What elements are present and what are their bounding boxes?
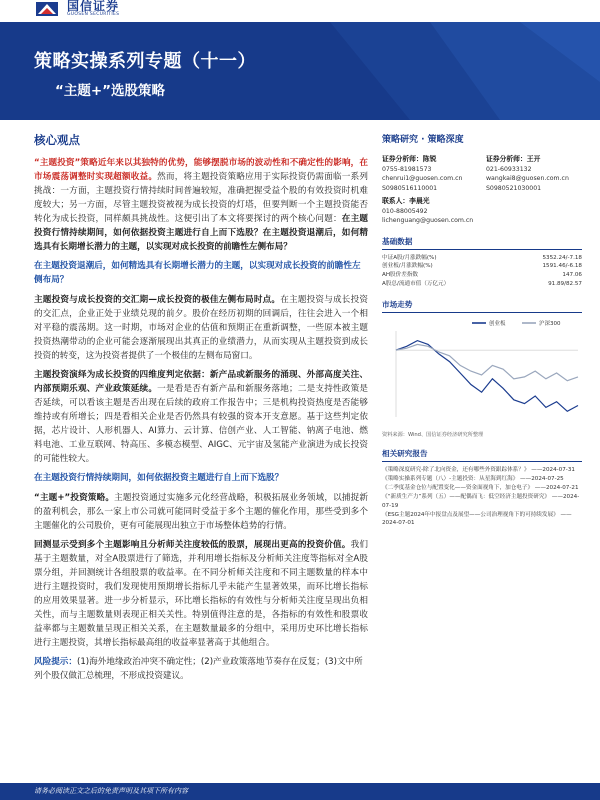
trend-chart-svg [382,317,582,429]
contact-phone: 010-88005492 [382,207,428,215]
related-title: 相关研究报告 [382,448,582,462]
contact-name: 联系人：李晨光 [382,197,430,205]
report-type: 策略研究 · 策略深度 [382,135,464,145]
crosspoint-bold: 主题投资与成长投资的交汇期—成长投资的极佳左侧布局时点。 [34,295,281,305]
main-content [34,132,368,683]
contact-person [382,197,582,226]
criteria-bold: 主题投资演绎为成长投资的四维度判定依据：新产品或新服务的涌现、外部高度关注、内部预期乐观、产业政策延续。 [34,370,368,394]
question-2: 在主题投资行情持续期间，如何依据投资主题进行自上而下选股？ [34,473,284,483]
backtest-bold: 回测显示受到多个主题影响且分析师关注度较低的股票，展现出更高的投资价值。 [34,540,351,550]
intro-text: 然而，将主题投资策略应用于实际投资仍需面临一系列挑战：一方面，主题投资行情持续时间普遍较短，准确把握受益个股的有效投资时机难度较大；另一方面，尽管主题投资被视为成长投资的灯塔，但要判断一个主题投资能否转化为成长投资，同样颇具挑战性。这便引出了本文将要探讨的两个核心问题： [34,172,368,224]
logo-cn: 国信证券 [67,0,120,14]
analyst-1-phone: 0755-81981573 [382,165,432,173]
market-data-list [382,254,582,289]
related-report-item[interactable]: 《“新质生产力”系列（五）——配偶而飞：低空经济主题投资研究》 ——2024-07-19 [382,494,580,509]
top-bar [0,0,600,22]
legend-label: 沪深300 [539,320,561,327]
analyst-2-cert: S0980521030001 [486,184,542,192]
strategy-bold: “主题+”投资策略。 [34,493,115,503]
related-report-item[interactable]: 《ESG主题2024年中报盘点及展望——公司治理视角下的可持续发展》 ——2024-07-01 [382,511,572,526]
related-report-item[interactable]: 《策略实操系列专题（八）-主题投资：从星海到红海》 ——2024-07-25 [382,475,564,482]
legend-label: 创业板 [489,320,506,327]
analyst-1-name: 证券分析师：陈锐 [382,155,437,163]
market-key: 创业板/月涨跌幅(%) [382,263,433,270]
logo-en: GUOSEN SECURITIES [67,12,120,18]
market-row [382,271,582,280]
market-data-title: 基础数据 [382,236,582,250]
market-key: A股总/流通市值（万亿元） [382,280,450,287]
company-logo [35,0,119,18]
risk-text: (1)海外地缘政治冲突不确定性；(2)产业政策落地节奏存在反复；(3)文中所列个股仅做汇总梳理，不形成投资建议。 [34,657,363,681]
analyst-1-email[interactable]: chenrui1@guosen.com.cn [382,175,463,182]
paragraph-crosspoint [34,293,368,363]
market-key: AH股价差指数 [382,272,419,279]
chart-source-note: 资料来源：Wind、国信证券经济研究所整理 [382,431,484,438]
paragraph-backtest [34,538,368,650]
market-trend-chart [382,317,582,429]
chart-title: 市场走势 [382,299,582,313]
risk-label: 风险提示： [34,657,77,667]
logo-icon [35,0,61,18]
analyst-1 [382,155,478,193]
market-row [382,280,582,289]
title-banner [0,22,600,120]
question-1: 在主题投资退潮后，如何精选具有长期增长潜力的主题，以实现对成长投资的前瞻性左侧布局？ [34,261,361,285]
paragraph-criteria [34,368,368,466]
market-row [382,262,582,271]
section-title: 核心观点 [34,133,80,147]
disclaimer-text: 请务必阅读正文之后的免责声明及其项下所有内容 [34,787,188,795]
report-subtitle: “主题+”选股策略 [55,83,166,99]
risk-warning [34,655,368,683]
related-reports-list [382,466,582,527]
analyst-2-email[interactable]: wangkai8@guosen.com.cn [486,175,569,182]
market-row [382,254,582,263]
analyst-2 [486,155,582,193]
crosspoint-text: 在主题投资与成长投资的交汇点，企业正处于业绩兑现的前夕。股价在经历初期的回调后，往往会进入一个相对平稳的震荡期。这一时期，市场对企业的估值和预期正在重新调整，一些原本被主题投资热潮带动的企业可能会逐渐展现出其真正的业绩潜力，从而实现从主题投资到成长投资的转变，这为投资者提供了一个极佳的左侧布局窗口。 [34,295,368,361]
report-title: 策略实操系列专题（十一） [34,51,256,72]
analyst-1-cert: S0980516110001 [382,184,438,192]
intro-questions: 在主题投资行情持续期间，如何依据投资主题进行自上而下选股？在主题投资退潮后，如何精选具有长期增长潜力的主题，以实现对成长投资的前瞻性左侧布局？ [34,214,368,252]
intro-highlight: “主题投资”策略近年来以其独特的优势，能够摆脱市场的波动性和不确定性的影响，在市场震荡调整时实现超额收益。 [34,158,368,182]
market-value: 91.89/82.57 [548,280,582,287]
analyst-2-name: 证券分析师：王开 [486,155,541,163]
market-value: 1591.46/-6.18 [542,263,582,270]
paragraph-intro [34,156,368,254]
strategy-text: 主题投资通过实施多元化经营战略，积极拓展业务领域，以捕捉新的盈利机会，那么一家上市公司就可能同时受益于多个主题的催化作用，那些受到多个主题催化的公司股价，更有可能展现出独立于市场整体趋势的行情。 [34,493,368,531]
analyst-2-phone: 021-60933132 [486,165,532,173]
series-line-沪深300 [396,344,578,380]
market-key: 中证A股/月涨跌幅(%) [382,254,437,261]
analyst-block [382,155,582,193]
footer-bar [0,783,600,800]
criteria-text: 一是看是否有新产品和新服务落地；二是支持性政策是否延续，可以看该主题是否出现在后续的政府工作报告中；三是机构投资热度是否能够维持或有所增长；四是看相关企业是否仍然具有较强的资本开支意愿。基于这些判定依据，芯片设计、人形机器人、AI算力、云计算、信创产业、人工智能、钠离子电池、燃料电池、工业互联网、特高压、多模态模型、AIGC、元宇宙及氢能产业演进为成长投资的可能性较大。 [34,384,368,464]
market-value: 147.06 [562,272,582,279]
backtest-text: 我们基于主题数量，对全A股票进行了筛选，并利用增长指标及分析师关注度等指标对全A股票分组，并回测统计各组股票的收益率。在不同分析师关注度和不同主题数量的样本中进行主题投资时，我们发现使用预期增长指标几乎未能产生显著效果，而环比增长指标的应用效果显著。进一步分析显示，环比增长指标的有效性与分析师关注度呈现出负相关性，而与主题数量则表现正相关关性。特别值得注意的是，各指标的有效性和股票收益率都与主题数量呈现正相关关系，在主题数量最多的分组中，采用历史环比增长指标进行主题投资，其增长指标最高组的收益率显著高于其他组合。 [34,540,368,648]
contact-email[interactable]: lichenguang@guosen.com.cn [382,217,474,224]
sidebar [382,132,582,528]
related-report-item[interactable]: 《二季度基金仓位与配置变化——资金面视角下，加仓电子》 ——2024-07-21 [382,485,579,492]
paragraph-strategy [34,491,368,533]
related-report-item[interactable]: 《策略深度研究-除了北向资金，还有哪些外资跟踪体系？》 ——2024-07-31 [382,466,575,473]
market-value: 5352.24/-7.18 [542,254,582,261]
